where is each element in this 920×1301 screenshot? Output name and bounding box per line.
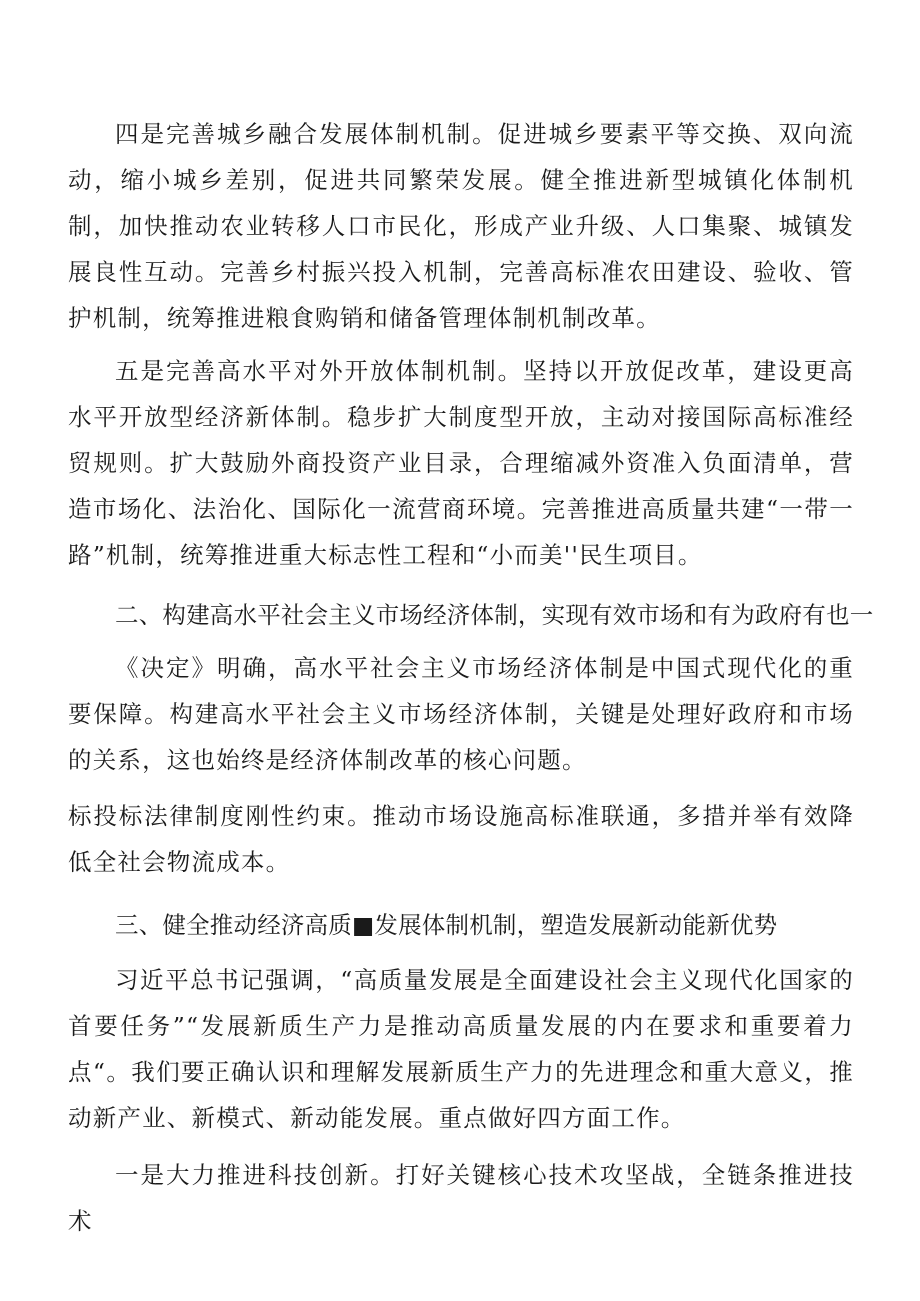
paragraph-quote-xi: 习近平总书记强调，“高质量发展是全面建设社会主义现代化国家的首要任务”“发展新质生产力是推动高质量发展的内在要求和重要着力点“。我们要正确认识和理解发展新质生产力的先进理念和重大意义，推动新产业、新模式、新动能发展。重点做好四方面工作。 <box>68 966 854 1132</box>
paragraph-opening-up: 五是完善高水平对外开放体制机制。坚持以开放促改革，建设更高水平开放型经济新体制。稳步扩大制度型开放，主动对接国际高标准经贸规则。扩大鼓励外商投资产业目录，合理缩减外资准入负面清单，营造市场化、法治化、国际化一流营商环境。完善推进高质量共建“一带一路”机制，统筹推进重大标志性工程和“小而美''民生项目。 <box>68 357 854 569</box>
section-heading-high-quality-development: 三、健全推动经济高质■发展体制机制，塑造发展新动能新优势 <box>115 911 778 939</box>
section-heading-market-economy: 二、构建高水平社会主义市场经济体制，实现有效市场和有为政府有也一 <box>115 601 874 629</box>
paragraph-decision: 《决定》明确，高水平社会主义市场经济体制是中国式现代化的重要保障。构建高水平社会主义市场经济体制，关键是处理好政府和市场的关系，这也始终是经济体制改革的核心问题。 <box>68 654 854 774</box>
paragraph-urban-rural-integration: 四是完善城乡融合发展体制机制。促进城乡要素平等交换、双向流动，缩小城乡差别，促进共同繁荣发展。健全推进新型城镇化体制机制，加快推动农业转移人口市民化，形成产业升级、人口集聚、城镇发展良性互动。完善乡村振兴投入机制，完善高标准农田建设、验收、管护机制，统筹推进粮食购销和储备管理体制机制改革。 <box>68 120 854 332</box>
paragraph-bidding-law: 标投标法律制度刚性约束。推动市场设施高标准联通，多措并举有效降低全社会物流成本。 <box>68 802 854 876</box>
paragraph-tech-innovation: 一是大力推进科技创新。打好关键核心技术攻坚战，全链条推进技术 <box>68 1161 854 1235</box>
